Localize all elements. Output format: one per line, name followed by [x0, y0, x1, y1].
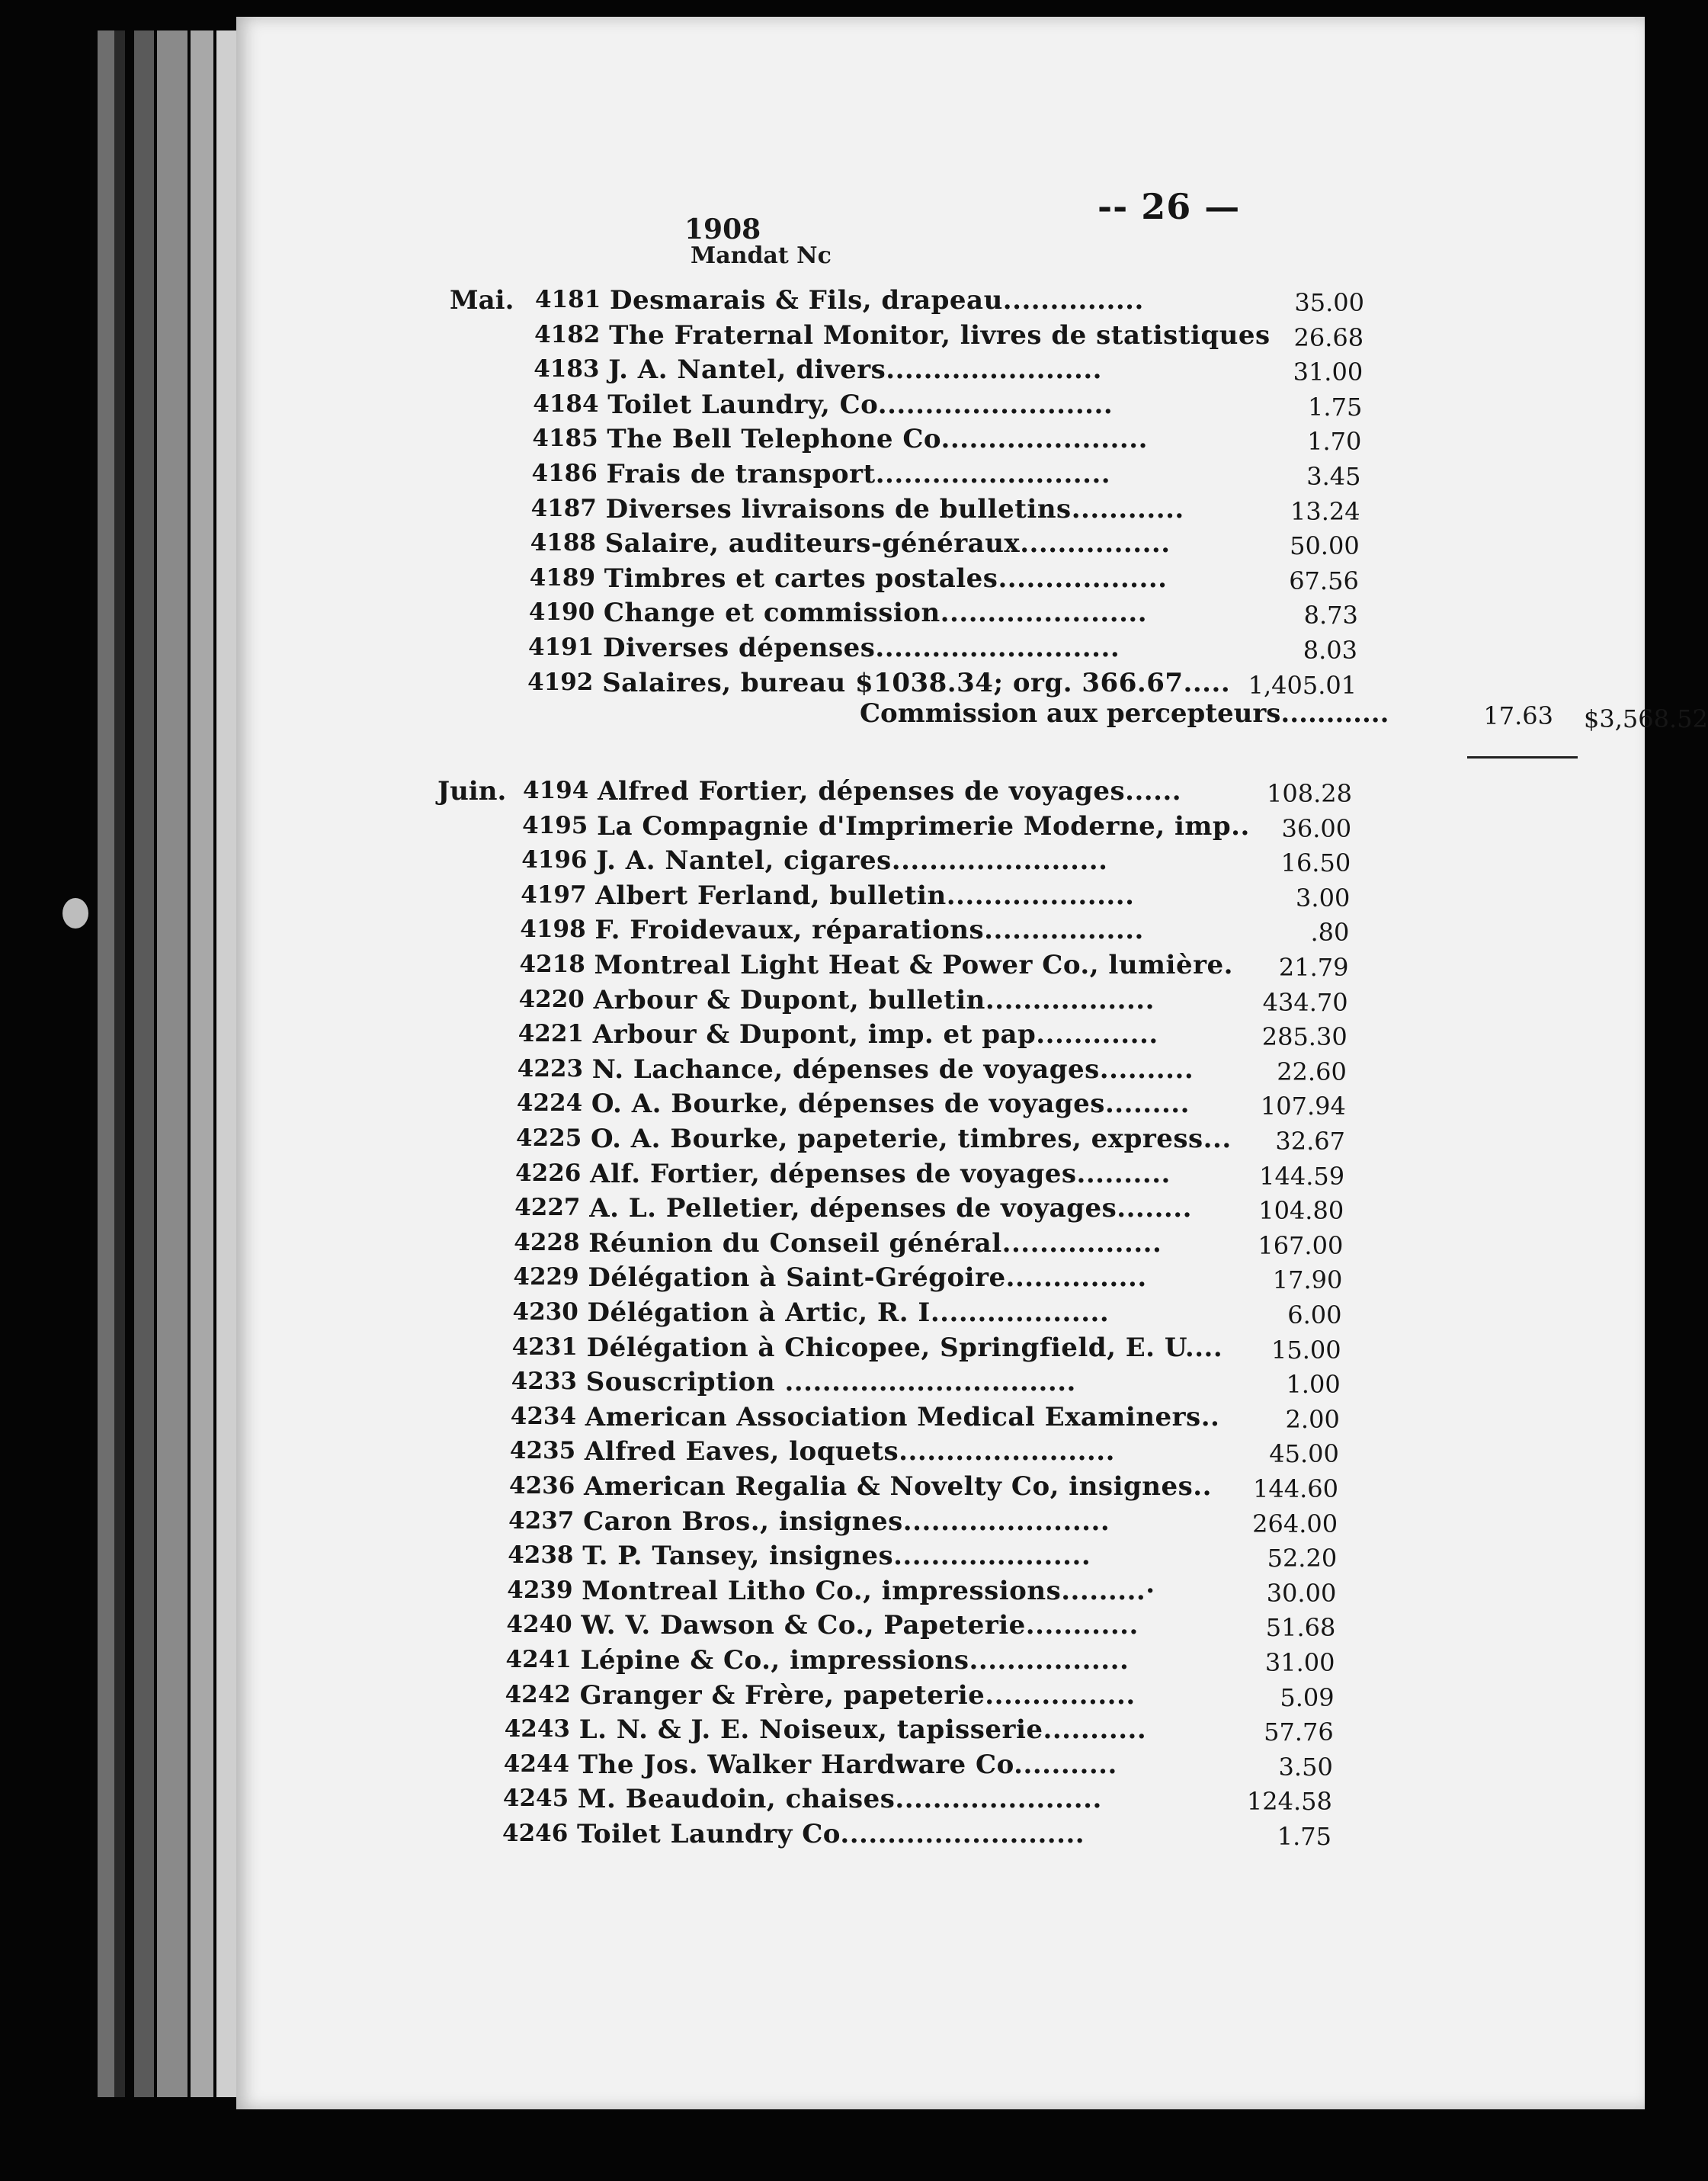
section-total: $3,568.52 [1584, 704, 1708, 733]
mandat-number: 4245 [502, 1785, 569, 1813]
page-edge-strip [191, 30, 213, 2097]
ledger-entry-row [424, 1471, 1338, 1503]
mandat-number: 4230 [512, 1298, 578, 1326]
ledger-entry-row [431, 1089, 1346, 1121]
page-edge-strip [114, 30, 125, 2097]
ledger-entry-row [431, 1124, 1345, 1156]
mandat-number: 4221 [518, 1020, 584, 1048]
entry-amount: 17.90 [1272, 1265, 1343, 1295]
ledger-entry-row [428, 1297, 1342, 1329]
subtotal-amount: 17.63 [1483, 701, 1553, 730]
mandat-number: 4191 [528, 633, 594, 661]
mandat-number: 4181 [535, 286, 601, 313]
ledger-entry-row [442, 668, 1357, 700]
ledger-entry-row [420, 1680, 1335, 1712]
mandat-number: 4229 [513, 1263, 579, 1291]
mandat-number: 4196 [521, 846, 588, 874]
mandat-number: 4235 [509, 1437, 576, 1465]
ledger-entry-row [421, 1576, 1336, 1608]
entry-amount: 67.56 [1289, 566, 1359, 595]
entry-amount: 6.00 [1287, 1301, 1342, 1329]
ledger-entry-row [428, 1262, 1342, 1294]
mandat-number: 4186 [531, 460, 598, 487]
mandat-number: 4185 [532, 425, 598, 453]
entry-amount: 264.00 [1252, 1509, 1338, 1538]
entry-description: Toilet Laundry, Co......................... [607, 389, 1114, 420]
entry-description: Lépine & Co., impressions................. [580, 1645, 1130, 1676]
entry-description: American Association Medical Examiners.. [585, 1401, 1220, 1432]
ledger-entry-row [447, 390, 1362, 422]
entry-amount: 45.00 [1269, 1439, 1339, 1469]
entry-amount: 51.68 [1265, 1613, 1336, 1643]
entry-description: W. V. Dawson & Co., Papeterie............ [581, 1610, 1139, 1641]
entry-description: Caron Bros., insignes...................... [583, 1506, 1110, 1537]
entry-description: Diverses livraisons de bulletins............ [605, 493, 1184, 524]
ledger-entry-row [428, 1228, 1343, 1260]
mandat-number: 4192 [527, 668, 594, 696]
entry-amount: 1.70 [1307, 427, 1362, 457]
subtotal-description: Commission aux percepteurs............ [860, 698, 1389, 729]
entry-description: The Jos. Walker Hardware Co........... [578, 1749, 1117, 1780]
entry-description: Diverses dépenses.......................... [603, 633, 1120, 663]
mandat-number: 4188 [530, 529, 596, 557]
entry-amount: 144.59 [1259, 1161, 1345, 1191]
ledger-entry-row [423, 1506, 1338, 1538]
ledger-entry-row [427, 1333, 1341, 1365]
entry-amount: 32.67 [1275, 1127, 1345, 1156]
entry-description: Délégation à Artic, R. I................... [587, 1297, 1110, 1328]
entry-amount: 8.73 [1303, 601, 1358, 630]
mandat-number: 4236 [509, 1472, 575, 1499]
entry-amount: 31.00 [1293, 358, 1364, 387]
entry-description: J. A. Nantel, cigares....................... [596, 845, 1108, 877]
ledger-entry-row [443, 633, 1357, 665]
mandat-number: 4227 [514, 1194, 581, 1222]
entry-amount: 21.79 [1278, 953, 1349, 982]
entry-description: Salaire, auditeurs-généraux................ [604, 528, 1171, 560]
ledger-entry-row [425, 1436, 1339, 1468]
ledger-entry-row [444, 598, 1358, 630]
entry-description: Desmarais & Fils, drapeau............... [610, 285, 1144, 316]
mandat-number: 4220 [518, 985, 585, 1013]
entry-description: N. Lachance, dépenses de voyages.......... [591, 1054, 1194, 1085]
mandat-number: 4184 [533, 390, 599, 418]
entry-amount: 2.00 [1285, 1404, 1340, 1434]
ledger-entry-row [445, 528, 1360, 560]
entry-amount: 434.70 [1262, 987, 1348, 1017]
entry-description: J. A. Nantel, divers....................... [608, 354, 1102, 386]
entry-description: Salaires, bureau $1038.34; org. 366.67..... [602, 667, 1231, 698]
ledger-entry-row [426, 1367, 1341, 1399]
ledger-entry-row [436, 845, 1351, 877]
mandat-number: 4189 [529, 563, 596, 592]
page-edge-strip [157, 30, 187, 2097]
ledger-entry-row [430, 1159, 1344, 1191]
entry-amount: 31.00 [1264, 1648, 1335, 1677]
entry-description: Albert Ferland, bulletin.................... [595, 880, 1135, 911]
ledger-entry-row [434, 950, 1349, 982]
ledger-entry-row [434, 985, 1348, 1017]
entry-description: T. P. Tansey, insignes..................... [582, 1541, 1091, 1572]
mandat-number: 4239 [507, 1576, 573, 1604]
entry-amount: 108.28 [1267, 779, 1352, 808]
entry-amount: 3.00 [1296, 883, 1351, 912]
mandat-number: 4223 [517, 1054, 584, 1082]
entry-amount: 35.00 [1294, 288, 1364, 317]
ledger-entry-row [437, 811, 1351, 843]
entry-amount: 167.00 [1258, 1230, 1344, 1260]
entry-description: Délégation à Chicopee, Springfield, E. U.... [586, 1332, 1223, 1363]
entry-description: Réunion du Conseil général................. [588, 1227, 1162, 1259]
entry-description: Toilet Laundry Co.......................... [577, 1819, 1085, 1849]
mandat-number: 4243 [504, 1715, 570, 1743]
entry-amount: 1,405.01 [1248, 670, 1357, 700]
mandat-number: 4242 [505, 1680, 571, 1708]
mandat-number: 4198 [520, 916, 586, 944]
mandat-number: 4197 [521, 880, 587, 909]
entry-amount: 36.00 [1281, 813, 1352, 843]
ledger-entry-row [425, 1402, 1340, 1434]
entry-amount: 52.20 [1267, 1544, 1338, 1573]
entry-description: M. Beaudoin, chaises...................... [577, 1784, 1102, 1815]
entry-amount: 3.45 [1306, 462, 1361, 491]
mandat-number: 4231 [511, 1333, 578, 1361]
entry-description: Timbres et cartes postales.................. [604, 563, 1168, 594]
entry-description: Souscription ............................... [585, 1367, 1076, 1398]
mandat-number: 4233 [511, 1368, 577, 1396]
mandat-number: 4240 [506, 1611, 572, 1639]
ledger-entry-row [449, 320, 1364, 352]
ledger-entry-row [435, 880, 1350, 912]
entry-description: F. Froidevaux, réparations................. [594, 915, 1144, 946]
entry-amount: 104.80 [1258, 1196, 1344, 1226]
entry-amount: 57.76 [1264, 1718, 1334, 1747]
mandat-number: 4190 [528, 598, 595, 627]
mandat-number: 4224 [516, 1089, 583, 1118]
entry-description: Montreal Light Heat & Power Co., lumière. [594, 950, 1233, 980]
entry-amount: 124.58 [1246, 1787, 1332, 1817]
ledger-entry-row [421, 1610, 1335, 1642]
ledger-entry-row [421, 1645, 1335, 1677]
ledger-entry-row [433, 1019, 1347, 1051]
entry-amount: 1.75 [1277, 1822, 1331, 1851]
ledger-entry-row [418, 1784, 1332, 1816]
mandat-number: 4194 [523, 777, 589, 804]
month-label: Mai. [450, 285, 514, 316]
ledger-entry-row [419, 1714, 1334, 1746]
ledger-entry-row [448, 354, 1363, 386]
ledger-entry-row [417, 1819, 1331, 1851]
mandat-number: 4195 [522, 811, 588, 839]
entry-description: Granger & Frère, papeterie................ [579, 1679, 1136, 1711]
ledger-entry-row [422, 1541, 1337, 1573]
ledger-entry-row [444, 563, 1359, 595]
entry-description: Change et commission...................... [603, 598, 1148, 629]
mandat-number: 4183 [534, 355, 600, 383]
entry-description: The Bell Telephone Co...................... [607, 424, 1148, 455]
entry-description: Frais de transport......................... [606, 459, 1111, 489]
entry-amount: 22.60 [1277, 1057, 1347, 1086]
mandat-number: 4182 [534, 320, 601, 348]
entry-description: Montreal Litho Co., impressions.........· [582, 1575, 1155, 1606]
entry-description: O. A. Bourke, dépenses de voyages......... [591, 1089, 1190, 1120]
entry-amount: 5.09 [1280, 1682, 1335, 1712]
entry-description: Alfred Eaves, loquets....................... [584, 1436, 1115, 1467]
scan-speck [62, 898, 88, 929]
ledger-entry-row [447, 424, 1361, 456]
entry-description: O. A. Bourke, papeterie, timbres, express... [591, 1124, 1232, 1154]
mandat-number: 4241 [505, 1646, 572, 1673]
subtotal-rule [1467, 756, 1578, 759]
ledger-entry-row [429, 1193, 1344, 1225]
entry-amount: 16.50 [1280, 848, 1351, 878]
mandat-column-header: Mandat Nc [691, 242, 832, 269]
ledger-entry-row [437, 776, 1352, 808]
mandat-number: 4228 [514, 1228, 580, 1256]
ledger-entry-row [450, 285, 1364, 317]
mandat-number: 4226 [515, 1159, 582, 1187]
entry-description: Alf. Fortier, dépenses de voyages.......... [590, 1158, 1171, 1189]
entry-amount: 26.68 [1293, 322, 1364, 352]
entry-description: Arbour & Dupont, imp. et pap............. [592, 1019, 1158, 1050]
ledger-entry-row [432, 1054, 1347, 1086]
mandat-number: 4225 [516, 1124, 582, 1152]
entry-amount: 107.94 [1260, 1092, 1346, 1121]
mandat-number: 4238 [508, 1541, 574, 1570]
page-edge-strip [216, 30, 236, 2097]
page-edge-strip [134, 30, 154, 2097]
entry-description: Alfred Fortier, dépenses de voyages...... [598, 776, 1182, 807]
entry-description: L. N. & J. E. Noiseux, tapisserie........... [578, 1714, 1147, 1746]
document-page [236, 17, 1708, 2109]
entry-amount: 1.75 [1308, 392, 1363, 422]
ledger-entry-row [447, 459, 1361, 491]
entry-amount: 30.00 [1266, 1578, 1337, 1608]
entry-description: American Regalia & Novelty Co, insignes.. [584, 1471, 1212, 1502]
entry-amount: 50.00 [1290, 531, 1360, 561]
entry-amount: 15.00 [1271, 1335, 1341, 1365]
entry-amount: 8.03 [1303, 636, 1357, 665]
mandat-number: 4187 [530, 494, 597, 522]
entry-amount: 285.30 [1261, 1022, 1347, 1052]
ledger-year: 1908 [684, 213, 761, 245]
ledger-entry-row [418, 1750, 1333, 1782]
entry-amount: .80 [1310, 918, 1350, 948]
mandat-number: 4234 [510, 1402, 577, 1430]
mandat-number: 4244 [503, 1750, 570, 1778]
entry-amount: 1.00 [1286, 1370, 1341, 1400]
entry-amount: 3.50 [1278, 1752, 1333, 1782]
entry-description: La Compagnie d'Imprimerie Moderne, imp.. [597, 810, 1250, 842]
page-number: -- 26 — [1098, 186, 1241, 227]
mandat-number: 4246 [502, 1820, 569, 1847]
ledger-entry-row [446, 494, 1360, 526]
ledger-entry-row [434, 915, 1349, 947]
entry-amount: 144.60 [1253, 1474, 1338, 1503]
month-label: Juin. [437, 776, 507, 807]
entry-description: Arbour & Dupont, bulletin.................. [593, 984, 1155, 1015]
entry-description: A. L. Pelletier, dépenses de voyages........ [589, 1193, 1192, 1224]
entry-description: The Fraternal Monitor, livres de statistiques [609, 319, 1271, 351]
entry-amount: 13.24 [1290, 496, 1360, 526]
mandat-number: 4237 [508, 1506, 575, 1535]
mandat-number: 4218 [519, 951, 585, 978]
page-edge-strip [98, 30, 114, 2097]
entry-description: Délégation à Saint-Grégoire............... [588, 1262, 1147, 1294]
